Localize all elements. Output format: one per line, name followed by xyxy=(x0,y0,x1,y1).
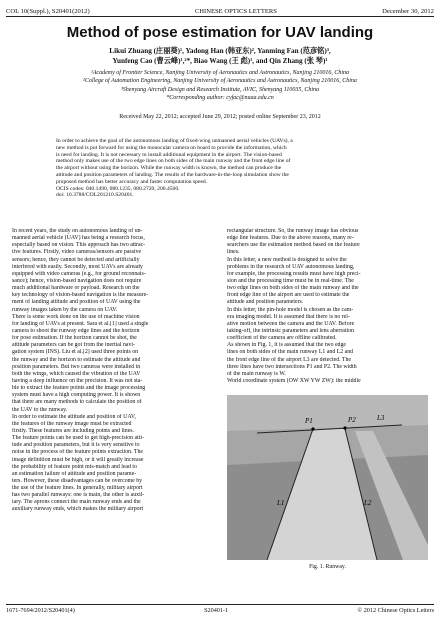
body-text-line: tude and position parameters, but it is very sensitive to xyxy=(12,442,140,449)
footer-copyright: © 2012 Chinese Optics Letters xyxy=(357,607,434,614)
body-text-line: sensors; hence, they cannot be detected and artificially xyxy=(12,256,140,263)
label-l3: L3 xyxy=(377,414,385,422)
label-l2: L2 xyxy=(364,499,372,507)
abstract xyxy=(56,138,384,199)
abstract-line: OCIS codes: 040.1490, 080.1235, 080.2720, 200.4560. xyxy=(56,185,180,192)
body-text-line: iary. The aprons connect the main runway ends and the xyxy=(12,499,141,506)
author-list xyxy=(20,46,420,66)
body-text-line: equipped with video cameras (e.g., for ground reconnais- xyxy=(12,270,146,277)
body-text-line: of the main runway is W. xyxy=(227,370,286,377)
abstract-line: In order to achieve the goal of the autonomous landing of fixed-wing unmanned aerial vehicles (UAVs), a xyxy=(56,138,293,144)
received-dates: Received May 22, 2012; accepted June 29, 2012; posted online September 23, 2012 xyxy=(119,114,321,120)
body-text-line: especially based on vision. This approach has two attrac- xyxy=(12,242,146,249)
label-l1: L1 xyxy=(277,499,285,507)
abstract-line: the airport without using the horizon. While the runway width is known, the method can produce the xyxy=(56,165,282,172)
abstract-line: attitude and position parameters of landing. The results of the hardware-in-the-loop simulation show the xyxy=(56,171,289,178)
body-text-line: three lines have two intersections P1 and P2. The width xyxy=(227,363,357,370)
label-p1: P1 xyxy=(305,417,313,425)
body-text-line: lines on both sides of the main runway L1 and L2 and xyxy=(227,349,354,356)
affiliation-line: ³Shenyang Aircraft Design and Research Institute, AVIC, Shenyang 110035, China xyxy=(120,86,320,93)
body-text-line: auxiliary runway ends, which makes the military airport xyxy=(12,506,144,513)
body-text-line: ble to extract the feature points and the image processing xyxy=(12,385,146,392)
body-text-line: ters. However, these disadvantages can be overcome by xyxy=(12,477,143,484)
body-text-line: In this letter, the pin-hole model is chosen as the cam- xyxy=(227,306,354,313)
body-text-line: searchers use the estimation method based on the feature xyxy=(227,242,360,249)
body-text-line: sion and the processing time must be in real-time. The xyxy=(227,277,354,284)
intersection-p1 xyxy=(311,427,314,430)
footer-page-number: S20401-1 xyxy=(204,607,229,614)
body-text-line: interfered with easily. Secondly, most UAVs are already xyxy=(12,263,143,270)
body-text-line: manned aerial vehicle (UAV) has being a research focus, xyxy=(12,235,145,242)
body-text-line: In this letter, a new method is designed to solve the xyxy=(227,256,347,263)
author-line: Likui Zhuang (庄丽葵)¹, Yadong Han (韩亚东)², Yanming Fan (范彦铭)³, xyxy=(109,47,331,55)
body-text-line: an estimation failure of attitude and position parame- xyxy=(12,470,137,477)
body-text-line: lines. xyxy=(227,249,240,256)
body-text-line: the UAV to the runway. xyxy=(12,406,68,413)
figure-caption: Fig. 1. Runway. xyxy=(309,564,346,570)
body-text-line: both the wings, which caused the vibration of the UAV xyxy=(12,370,141,377)
body-text-line: runway images taken by the camera on UAV. xyxy=(12,306,118,313)
body-text-line: era imaging model. It is assumed that there is no rel- xyxy=(227,313,350,320)
abstract-line: is need for landing. It is not necessary to install additional equipment in the airport. The vision-based xyxy=(56,151,282,158)
header-journal-name: CHINESE OPTICS LETTERS xyxy=(194,8,277,15)
body-text-line: gation system (INS). Liu et al.[2] used three points on xyxy=(12,349,139,356)
body-text-line: the runway and the horizon to estimate the attitude and xyxy=(12,356,141,363)
body-text-line: attitude parameters can be got from the inertial navi- xyxy=(12,342,135,349)
body-text-line: noise in the process of the feature points extraction. The xyxy=(12,449,144,456)
body-text-line: World coordinate system (OW XW YW ZW): the middle xyxy=(227,377,361,384)
body-text-line: ative motion between the camera and the UAV. Before xyxy=(227,320,355,327)
body-text-line: problems in the research of UAV autonomous landing, xyxy=(227,263,355,270)
corresponding-author: *Corresponding author: cyfac@nuaa.edu.cn xyxy=(166,94,274,101)
body-text-line: the features of the runway image must be extracted xyxy=(12,420,132,427)
body-column-left xyxy=(12,228,212,514)
body-text-line: taking-off, the intrinsic parameters and lens aberration xyxy=(227,327,354,334)
footer-issn: 1671-7694/2012/S20401(4) xyxy=(6,607,75,614)
body-text-line: having a deep influence on the precision. It was not sta- xyxy=(12,377,143,384)
body-text-line: In recent years, the study on autonomous landing of un- xyxy=(12,228,143,234)
body-text-line: As shown in Fig. 1, it is assumed that the two edge xyxy=(227,342,346,349)
abstract-line: new method is put forward for using the monocular camera on board to provide the information, which xyxy=(56,144,287,151)
body-text-line: ment of landing attitude and position of UAV using the xyxy=(12,299,141,306)
body-text-line: has two parallel runways: one is main, the other is auxil- xyxy=(12,492,145,499)
body-text-line: The feature points can be used to get high-precision atti- xyxy=(12,435,144,442)
body-text-line: rectangular structure. So, the runway image has obvious xyxy=(227,228,359,234)
body-text-line: front edge line of the airport are used to estimate the xyxy=(227,292,350,299)
intersection-p2 xyxy=(343,426,346,429)
body-text-line: two edge lines on both sides of the main runway and the xyxy=(227,285,359,292)
author-line: Yunfeng Cao (曹云峰)¹,²*, Biao Wang (王 彪)¹, and Qin Zhang (张 琴)¹ xyxy=(112,57,328,65)
body-text-line: tive features. Firstly, video cameras/sensors are passive xyxy=(12,249,142,256)
abstract-line: method only makes use of the two edge lines on both sides of the main runway and the front edge line of xyxy=(56,158,291,165)
runway-figure xyxy=(227,395,428,560)
body-text-line: system must have a high computing power. It is shown xyxy=(12,392,141,399)
body-column-right xyxy=(227,228,427,385)
body-text-line: key technology of vision-based navigation is the measure- xyxy=(12,292,149,299)
header-journal-issue: COL 10(Suppl.), S20401(2012) xyxy=(6,8,90,15)
body-text-line: attitude and position parameters. xyxy=(227,299,304,306)
body-text-line: that there are many methods to calculate the position of xyxy=(12,399,142,406)
abstract-line: doi: 10.3788/COL201210.S20401. xyxy=(56,192,134,199)
affiliation-line: ¹Academy of Frontier Science, Nanjing University of Aeronautics and Astronautics, Nanjing 210016, China xyxy=(90,70,350,76)
body-text-line: the probability of feature point mis-match and lead to xyxy=(12,463,137,470)
body-text-line: image definition must be high, or it will greatly increase xyxy=(12,456,144,463)
body-text-line: the front edge line of the airport L3 are detected. The xyxy=(227,356,352,363)
running-footer xyxy=(6,604,434,617)
label-p2: P2 xyxy=(348,416,356,424)
body-text-line: position parameters. But two cameras were installed in xyxy=(12,363,141,370)
body-text-line: camera to shoot the runway edge lines and the horizon xyxy=(12,327,140,334)
paper-title: Method of pose estimation for UAV landing xyxy=(66,24,374,41)
affiliation-list xyxy=(10,69,430,102)
body-text-line: the use of the feature lines. In generally, military airport xyxy=(12,485,143,492)
body-text-line: edge line features. Due to the above reasons, many re- xyxy=(227,235,354,242)
body-text-line: for landing of UAVs at present. Sara et al.[1] used a single xyxy=(12,320,149,327)
body-text-line: In order to estimate the attitude and position of UAV, xyxy=(12,413,136,420)
body-text-line: for pose estimation. If the horizon cannot be shot, the xyxy=(12,335,137,342)
header-date: December 30, 2012 xyxy=(382,8,434,15)
body-text-line: There is some work done on the use of machine vision xyxy=(12,313,140,320)
body-text-line: much additional hardware or payload. Research on the xyxy=(12,285,140,292)
affiliation-line: ²College of Automation Engineering, Nanjing University of Aeronautics and Astronautics, Nanjing 210016, China xyxy=(83,78,357,85)
abstract-line: proposed method has better accuracy and faster computation speed. xyxy=(56,178,208,185)
body-text-line: firstly. These features are including points and lines. xyxy=(12,427,135,434)
running-header xyxy=(6,3,434,17)
body-text-line: sance); hence, vision-based navigation does not require xyxy=(12,277,142,284)
body-text-line: coefficient of the camera are offline calibrated. xyxy=(227,335,337,342)
body-text-line: for example, the processing results must have high preci- xyxy=(227,270,361,277)
